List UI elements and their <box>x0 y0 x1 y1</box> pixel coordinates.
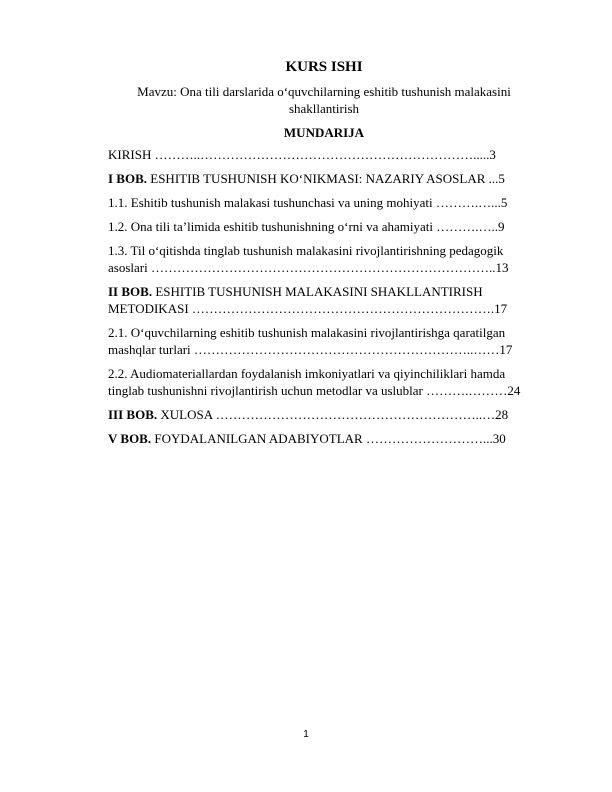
toc-entry-text: 2.1. O‘quvchilarning eshitib tushunish malakasini rivojlantirishga qaratilgan mashqlar turlari ………………………………………………………..……17 <box>108 325 513 357</box>
table-of-contents <box>108 146 540 447</box>
toc-entry-section-1-1 <box>108 194 540 211</box>
document-title: KURS ISHI <box>285 59 363 75</box>
page-number: 1 <box>303 729 309 740</box>
toc-chapter-label: V BOB. <box>108 431 152 446</box>
toc-entry-chapter-1 <box>108 170 540 187</box>
toc-chapter-label: I BOB. <box>108 171 148 186</box>
toc-entry-text: KIRISH ………..……………………………………………………….....3 <box>108 147 496 162</box>
toc-entry-text: ESHITIB TUSHUNISH MALAKASINI SHAKLLANTIRISH METODIKASI …………………………………………………………….17 <box>108 284 508 316</box>
document-topic: Mavzu: Ona tili darslarida o‘quvchilarning eshitib tushunish malakasini shakllantirish <box>137 84 511 116</box>
toc-entry-chapter-2 <box>108 283 540 317</box>
toc-entry-text: 2.2. Audiomateriallardan foydalanish imkoniyatlari va qiyinchiliklari hamda tinglab tushunishni rivojlantirish uchun metodlar va uslublar ……….………24 <box>108 366 521 398</box>
toc-chapter-label: II BOB. <box>108 284 153 299</box>
toc-entry-text: FOYDALANILGAN ADABIYOTLAR ………………………...30 <box>151 431 506 446</box>
toc-entry-text: 1.2. Ona tili ta’limida eshitib tushunishning o‘rni va ahamiyati ……….…..9 <box>108 219 505 234</box>
toc-entry-section-1-2 <box>108 218 540 235</box>
toc-entry-chapter-3 <box>108 406 540 423</box>
toc-entry-text: 1.1. Eshitib tushunish malakasi tushunchasi va uning mohiyati ……….…...5 <box>108 195 508 210</box>
toc-entry-chapter-5 <box>108 430 540 447</box>
toc-entry-section-2-2 <box>108 365 540 399</box>
document-page <box>108 57 540 454</box>
toc-entry-text: 1.3. Til o‘qitishda tinglab tushunish malakasini rivojlantirishning pedagogik asoslari ……………………………………………………………………..13 <box>108 243 509 275</box>
toc-entry-text: ESHITIB TUSHUNISH KO‘NIKMASI: NAZARIY ASOSLAR ...5 <box>147 171 505 186</box>
toc-entry-section-2-1 <box>108 324 540 358</box>
toc-entry-text: XULOSA ……………………………………………………..…28 <box>157 407 509 422</box>
toc-chapter-label: III BOB. <box>108 407 158 422</box>
contents-heading: MUNDARIJA <box>283 125 365 140</box>
toc-entry-introduction <box>108 146 540 163</box>
toc-entry-section-1-3 <box>108 242 540 276</box>
